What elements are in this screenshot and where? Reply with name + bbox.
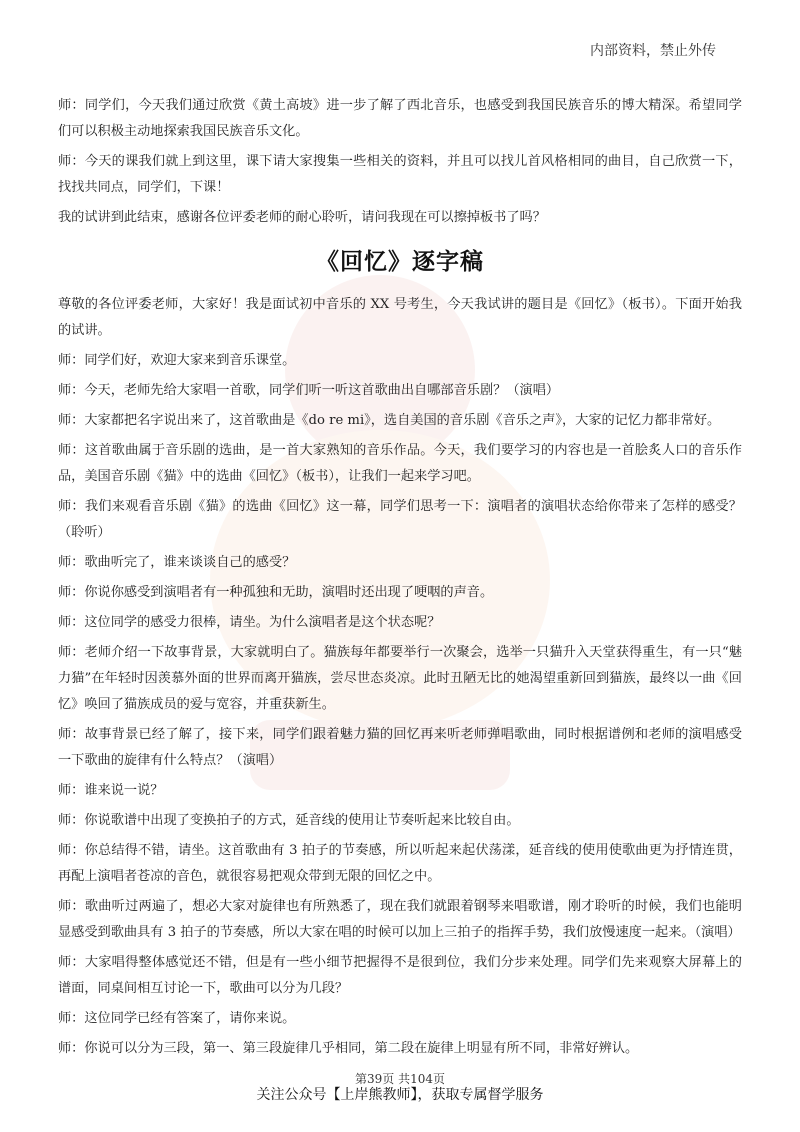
- transcript-paragraph: 师：这位同学的感受力很棒，请坐。为什么演唱者是这个状态呢？: [58, 615, 441, 630]
- transcript-paragraph: 师：你说你感受到演唱者有一种孤独和无助，演唱时还出现了哽咽的声音。: [58, 585, 494, 600]
- page-number: 第39页 共104页: [355, 1072, 445, 1086]
- transcript-paragraph: 师：你说歌谱中出现了变换拍子的方式，延音线的使用让节奏听起来比较自由。: [58, 813, 520, 828]
- transcript-paragraph: 师：歌曲听过两遍了，想必大家对旋律也有所熟悉了，现在我们就跟着钢琴来唱歌谱，刚才聆听的时候，我们也能明显感受到歌曲具有 3 拍子的节奏感，所以大家在唱的时候可以加上三拍子的指挥手势，我们放慢速度一起来。（演唱）: [58, 899, 742, 940]
- transcript-paragraph: 师：你说可以分为三段，第一、第三段旋律几乎相同，第二段在旋律上明显有所不同，非常好辨认。: [58, 1041, 639, 1056]
- section-title: 《回忆》逐字稿: [316, 249, 484, 275]
- transcript-paragraph: 师：你总结得不错，请坐。这首歌曲有 3 拍子的节奏感，所以听起来起伏荡漾，延音线的使用使歌曲更为抒情连贯，再配上演唱者苍凉的音色，就很容易把观众带到无限的回忆之中。: [58, 843, 742, 884]
- transcript-paragraph: 尊敬的各位评委老师，大家好！我是面试初中音乐的 XX 号考生，今天我试讲的题目是《回忆》（板书）。下面开始我的试讲。: [58, 297, 742, 338]
- transcript-paragraph: 师：歌曲听完了，谁来谈谈自己的感受？: [58, 555, 296, 570]
- transcript-paragraph: 师：这首歌曲属于音乐剧的选曲，是一首大家熟知的音乐作品。今天，我们要学习的内容也是一首脍炙人口的音乐作品，美国音乐剧《猫》中的选曲《回忆》（板书），让我们一起来学习吧。: [58, 443, 742, 484]
- intro-paragraph: 我的试讲到此结束，感谢各位评委老师的耐心聆听，请问我现在可以擦掉板书了吗？: [58, 210, 546, 225]
- transcript-paragraph: 师：这位同学已经有答案了，请你来说。: [58, 1011, 296, 1026]
- transcript-paragraph: 师：大家唱得整体感觉还不错，但是有一些小细节把握得不是很到位，我们分步来处理。同学们先来观察大屏幕上的谱面，同桌间相互讨论一下，歌曲可以分为几段？: [58, 955, 742, 996]
- transcript-paragraph: 师：同学们好，欢迎大家来到音乐课堂。: [58, 353, 296, 368]
- transcript-paragraph: 师：大家都把名字说出来了，这首歌曲是《do re mi》，选自美国的音乐剧《音乐之声》，大家的记忆力都非常好。: [58, 413, 721, 428]
- transcript-paragraph: 师：老师介绍一下故事背景，大家就明白了。猫族每年都要举行一次聚会，选举一只猫升入天堂获得重生，有一只“魅力猫”在年轻时因羡慕外面的世界而离开猫族，尝尽世态炎凉。此时丑陋无比的她渴望重新回到猫族，最终以一曲《回忆》唤回了猫族成员的爱与宽容，并重获新生。: [58, 645, 742, 712]
- document-body: [58, 93, 742, 1066]
- footer-promo-text: 关注公众号【上岸熊教师】，获取专属督学服务: [256, 1087, 544, 1103]
- transcript-paragraph: 师：今天，老师先给大家唱一首歌，同学们听一听这首歌曲出自哪部音乐剧？（演唱）: [58, 383, 560, 398]
- intro-paragraph: 师：今天的课我们就上到这里，课下请大家搜集一些相关的资料，并且可以找儿首风格相同的曲目，自己欣赏一下，找找共同点，同学们，下课！: [58, 154, 742, 195]
- transcript-paragraph: 师：我们来观看音乐剧《猫》的选曲《回忆》这一幕，同学们思考一下：演唱者的演唱状态给你带来了怎样的感受？（聆听）: [58, 499, 742, 540]
- internal-use-notice: 内部资料，禁止外传: [590, 43, 716, 59]
- transcript-paragraph: 师：谁来说一说？: [58, 783, 164, 798]
- intro-paragraph: 师：同学们，今天我们通过欣赏《黄土高坡》进一步了解了西北音乐，也感受到我国民族音乐的博大精深。希望同学们可以积极主动地探索我国民族音乐文化。: [58, 98, 742, 139]
- transcript-paragraph: 师：故事背景已经了解了，接下来，同学们跟着魅力猫的回忆再来听老师弹唱歌曲，同时根据谱例和老师的演唱感受一下歌曲的旋律有什么特点？（演唱）: [58, 727, 742, 768]
